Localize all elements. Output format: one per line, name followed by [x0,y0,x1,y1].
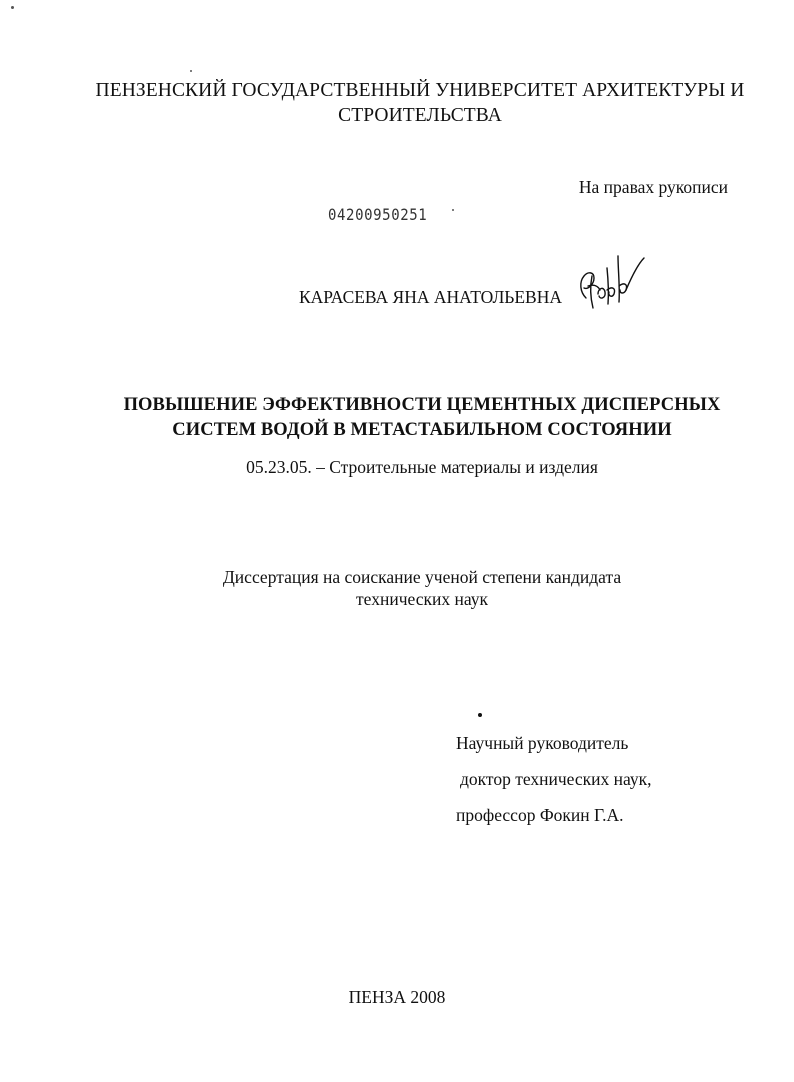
thesis-title-line-2: СИСТЕМ ВОДОЙ В МЕТАСТАБИЛЬНОМ СОСТОЯНИИ [172,420,672,440]
degree-statement [140,566,704,610]
university-line-1: ПЕНЗЕНСКИЙ ГОСУДАРСТВЕННЫЙ УНИВЕРСИТЕТ АРХИТЕКТУРЫ И [95,80,745,101]
specialty-code: 05.23.05. – Строительные материалы и изделия [246,457,598,477]
author-name: КАРАСЕВА ЯНА АНАТОЛЬЕВНА [299,287,562,307]
thesis-title-line-1: ПОВЫШЕНИЕ ЭФФЕКТИВНОСТИ ЦЕМЕНТНЫХ ДИСПЕРСНЫХ [123,395,721,415]
degree-line-2: технических наук [356,589,488,609]
scan-speck [452,209,454,211]
city-year: ПЕНЗА 2008 [348,987,446,1007]
signature-icon [574,246,646,314]
supervisor-degree: доктор технических наук, [460,769,652,789]
author-row [0,286,794,312]
scan-speck [11,6,14,9]
thesis-title [90,393,754,443]
degree-line-1: Диссертация на соискание ученой степени кандидата [222,567,622,587]
rights-note: На правах рукописи [578,177,728,197]
scan-speck [190,70,192,72]
bullet-dot [478,713,482,717]
inventory-number: 04200950251 [328,206,428,225]
university-line-2: СТРОИТЕЛЬСТВА [338,105,502,126]
supervisor-label: Научный руководитель [456,733,629,753]
supervisor-name: профессор Фокин Г.А. [456,805,624,825]
university-heading [60,78,780,128]
